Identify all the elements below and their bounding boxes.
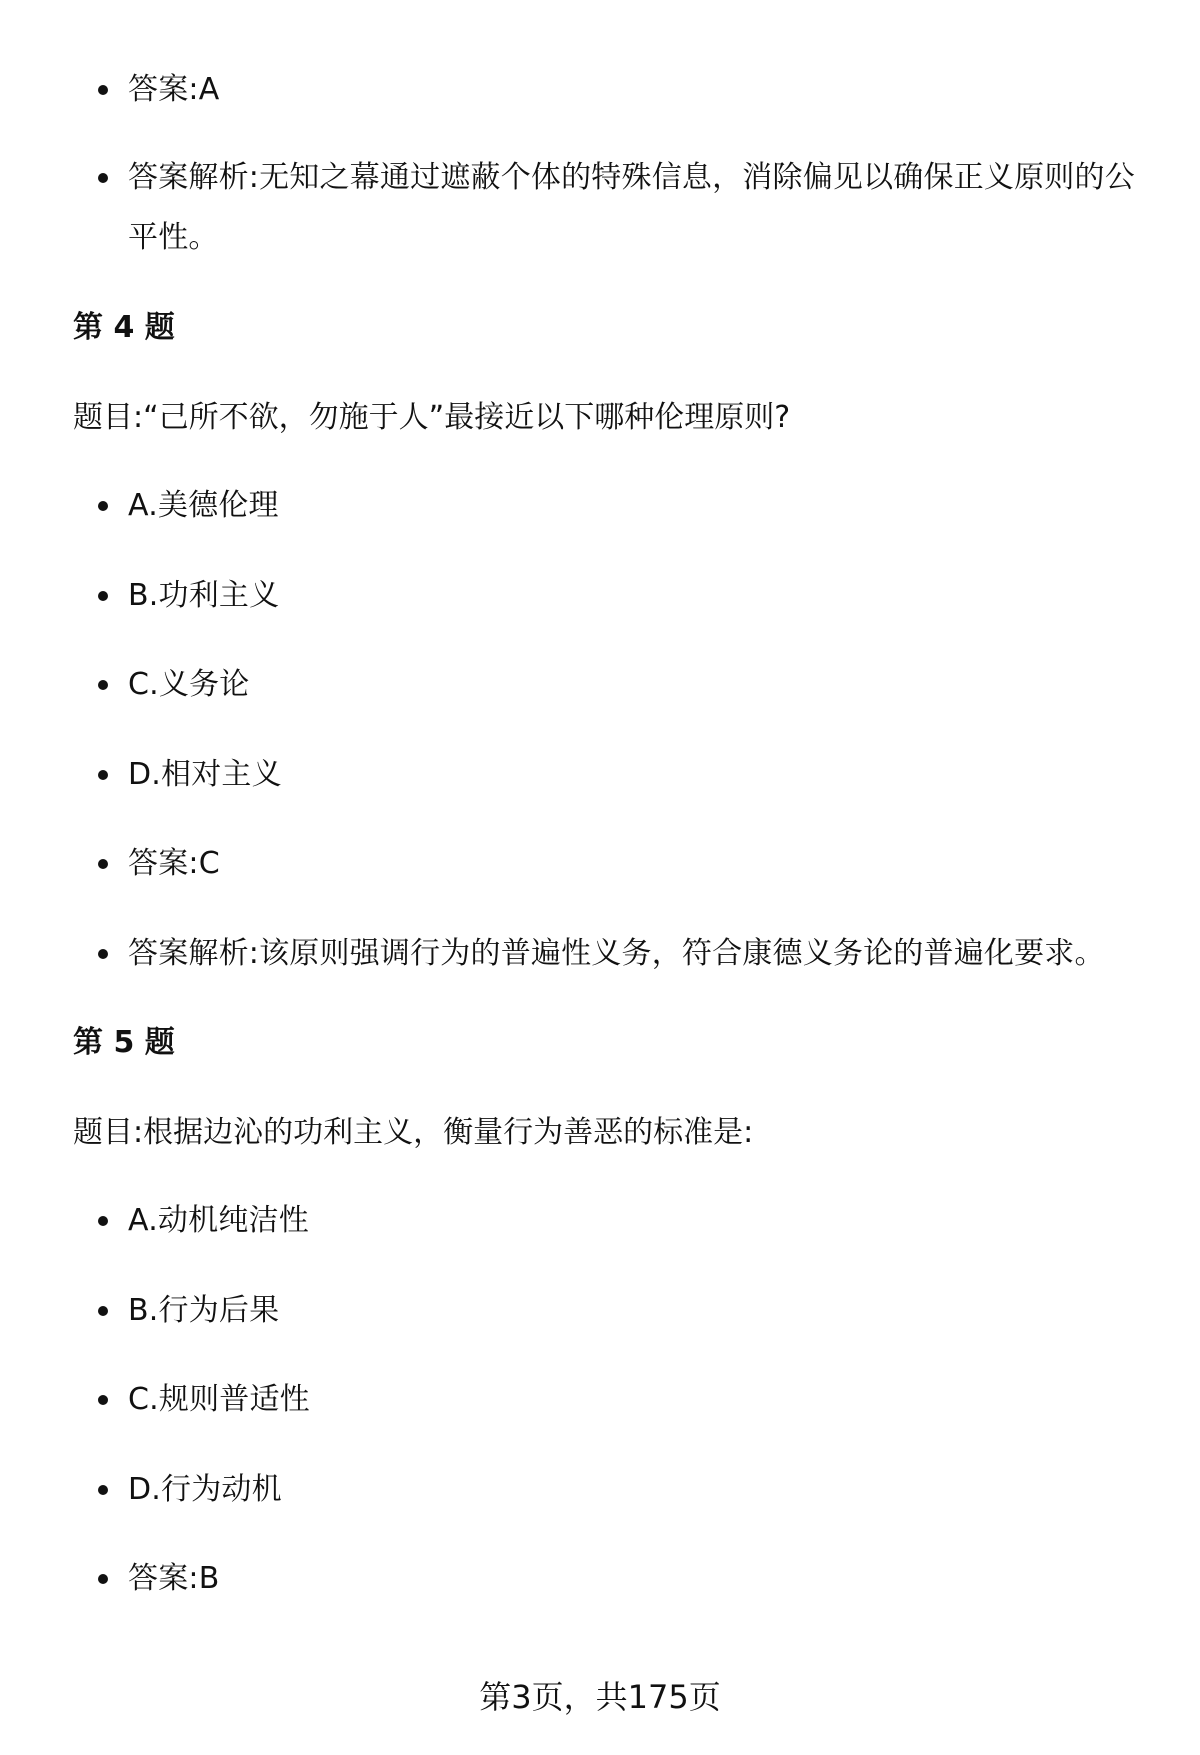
option-c: C.义务论 <box>128 667 250 702</box>
question-heading: 第 4 题 <box>73 310 175 345</box>
answer-text: 答案:B <box>128 1561 220 1596</box>
bullet-icon <box>98 1306 108 1316</box>
option-a: A.动机纯洁性 <box>128 1203 309 1238</box>
option-b: B.行为后果 <box>128 1293 280 1328</box>
answer-text: 答案:A <box>128 72 220 107</box>
bullet-icon <box>98 770 108 780</box>
explanation-text: 答案解析:该原则强调行为的普遍性义务，符合康德义务论的普遍化要求。 <box>128 936 1105 971</box>
bullet-icon <box>98 173 108 183</box>
question-text: 题目:根据边沁的功利主义，衡量行为善恶的标准是: <box>73 1115 754 1150</box>
page-number: 第3页，共175页 <box>479 1678 721 1716</box>
bullet-icon <box>98 1395 108 1405</box>
bullet-icon <box>98 680 108 690</box>
option-a: A.美德伦理 <box>128 488 279 523</box>
bullet-icon <box>98 859 108 869</box>
bullet-icon <box>98 1216 108 1226</box>
option-c: C.规则普适性 <box>128 1382 310 1417</box>
bullet-icon <box>98 1574 108 1584</box>
bullet-icon <box>98 949 108 959</box>
option-d: D.相对主义 <box>128 757 282 792</box>
option-b: B.功利主义 <box>128 578 280 613</box>
bullet-icon <box>98 501 108 511</box>
answer-text: 答案:C <box>128 846 220 881</box>
question-heading: 第 5 题 <box>73 1025 175 1060</box>
bullet-icon <box>98 591 108 601</box>
bullet-icon <box>98 1485 108 1495</box>
question-text: 题目:“己所不欲，勿施于人”最接近以下哪种伦理原则? <box>73 400 791 435</box>
bullet-icon <box>98 85 108 95</box>
option-d: D.行为动机 <box>128 1472 282 1507</box>
explanation-text: 答案解析:无知之幕通过遮蔽个体的特殊信息，消除偏见以确保正义原则的公平性。 <box>128 160 1135 255</box>
